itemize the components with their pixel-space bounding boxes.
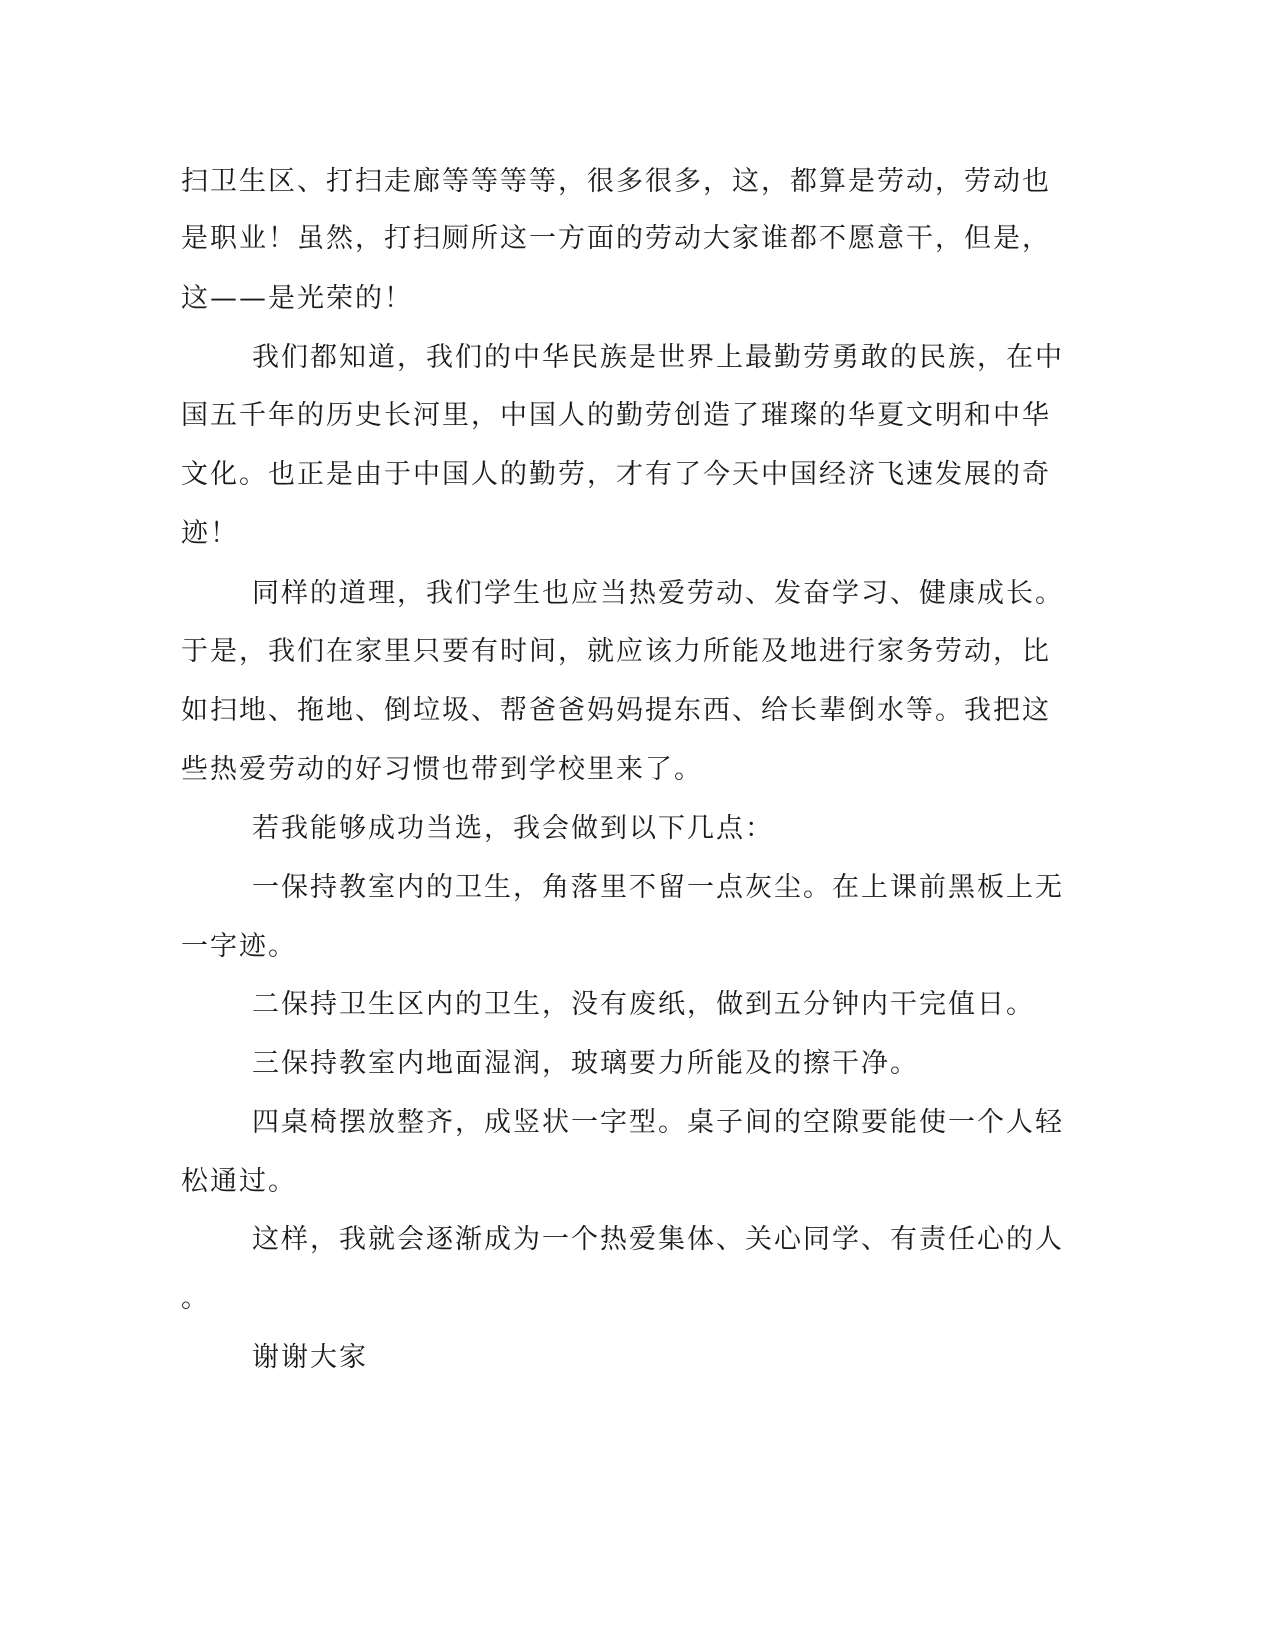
text-line: 这——是光荣的！	[181, 283, 413, 314]
text-line: 如扫地、拖地、倒垃圾、帮爸爸妈妈提东西、给长辈倒水等。我把这	[181, 695, 1051, 726]
closing-line: 谢谢大家	[252, 1342, 368, 1373]
text-line: 些热爱劳动的好习惯也带到学校里来了。	[181, 754, 703, 785]
text-line: 国五千年的历史长河里，中国人的勤劳创造了璀璨的华夏文明和中华	[181, 400, 1051, 431]
list-item: 三保持教室内地面湿润，玻璃要力所能及的擦干净。	[252, 1048, 919, 1079]
text-line: 一字迹。	[181, 931, 297, 962]
paragraph-start: 我们都知道，我们的中华民族是世界上最勤劳勇敢的民族，在中	[252, 342, 1064, 373]
text-line: 迹！	[181, 518, 239, 549]
paragraph-start: 同样的道理，我们学生也应当热爱劳动、发奋学习、健康成长。	[252, 578, 1064, 609]
text-line: 于是，我们在家里只要有时间，就应该力所能及地进行家务劳动，比	[181, 636, 1051, 667]
text-line: 扫卫生区、打扫走廊等等等等，很多很多，这，都算是劳动，劳动也	[181, 166, 1051, 197]
list-item: 四桌椅摆放整齐，成竖状一字型。桌子间的空隙要能使一个人轻	[252, 1107, 1064, 1138]
text-line: 是职业！虽然，打扫厕所这一方面的劳动大家谁都不愿意干，但是，	[181, 223, 1051, 254]
paragraph-start: 若我能够成功当选，我会做到以下几点：	[252, 813, 774, 844]
list-item: 一保持教室内的卫生，角落里不留一点灰尘。在上课前黑板上无	[252, 872, 1064, 903]
paragraph-start: 这样，我就会逐渐成为一个热爱集体、关心同学、有责任心的人	[252, 1224, 1064, 1255]
list-item: 二保持卫生区内的卫生，没有废纸，做到五分钟内干完值日。	[252, 989, 1035, 1020]
text-line: 。	[181, 1283, 210, 1314]
text-line: 文化。也正是由于中国人的勤劳，才有了今天中国经济飞速发展的奇	[181, 459, 1051, 490]
text-line: 松通过。	[181, 1166, 297, 1197]
